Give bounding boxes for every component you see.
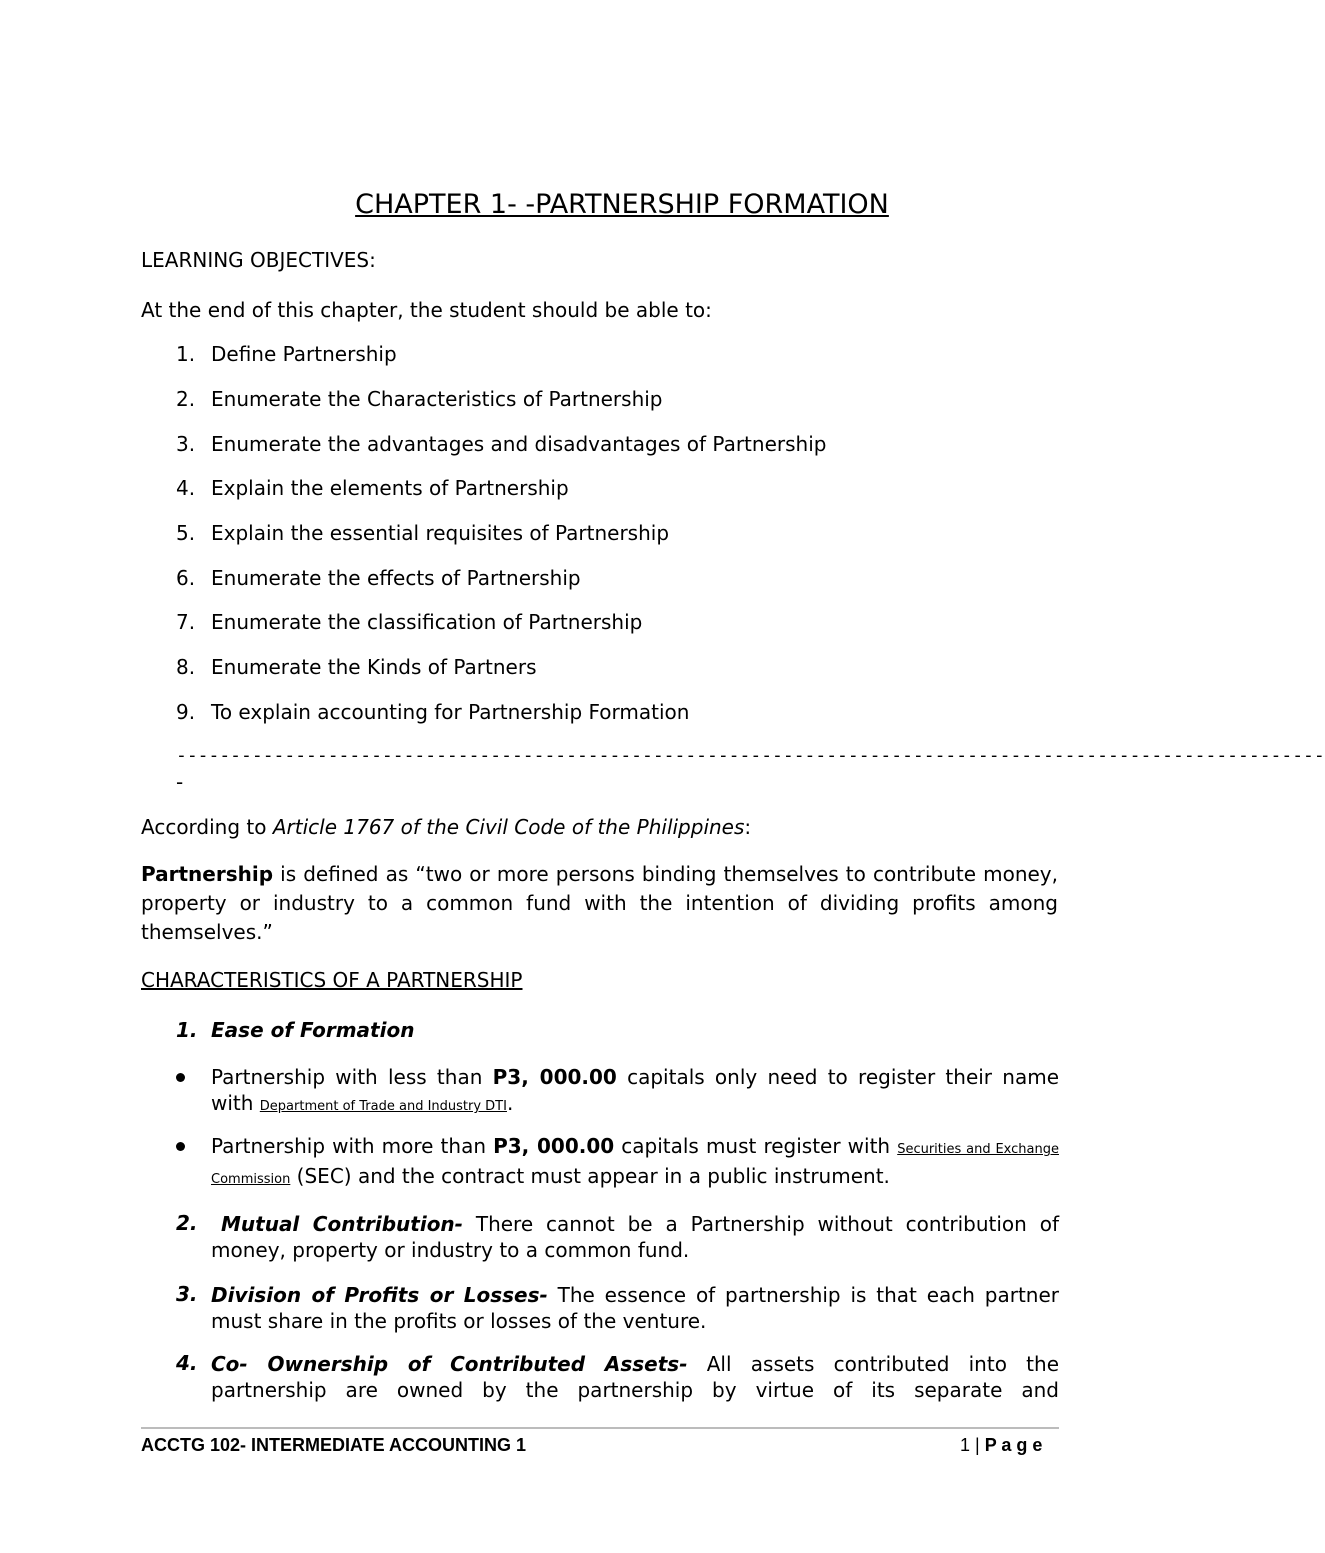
objective-item: Explain the essential requisites of Partnership	[211, 521, 670, 545]
objective-number: 4.	[176, 476, 196, 500]
objective-number: 3.	[176, 432, 196, 456]
objective-item: Define Partnership	[211, 342, 397, 366]
dti-link[interactable]: Department of Trade and Industry DTI	[259, 1099, 507, 1114]
learning-objectives-label: LEARNING OBJECTIVES	[141, 248, 370, 272]
objective-number: 8.	[176, 655, 196, 679]
characteristic-text: All assets contributed into the partnership are owned by the partnership by virtue of its separate and	[211, 1352, 1059, 1402]
characteristic-title: Division of Profits or Losses-	[211, 1283, 548, 1307]
definition-text: is defined as “two or more persons binding themselves to contribute money, property or industry to a common fund with the intention of dividing profits among themselves.”	[141, 862, 1058, 944]
characteristic-number: 3.	[176, 1282, 198, 1306]
capital-amount: P3, 000.00	[492, 1065, 617, 1089]
learning-objectives-colon: :	[369, 248, 376, 272]
article-reference	[141, 815, 751, 839]
objective-number: 2.	[176, 387, 196, 411]
objective-item: To explain accounting for Partnership Formation	[211, 700, 690, 724]
bullet-dti	[211, 1064, 1059, 1120]
definition-term: Partnership	[141, 862, 274, 886]
objective-item: Enumerate the Kinds of Partners	[211, 655, 537, 679]
footer-course: ACCTG 102- INTERMEDIATE ACCOUNTING 1	[141, 1435, 527, 1455]
objective-item: Enumerate the classification of Partnership	[211, 610, 643, 634]
bullet-icon	[176, 1142, 185, 1151]
page-title: CHAPTER 1- -PARTNERSHIP FORMATION	[355, 189, 889, 220]
objective-item: Enumerate the advantages and disadvantages of Partnership	[211, 432, 827, 456]
objectives-intro: At the end of this chapter, the student should be able to:	[141, 298, 712, 322]
page-number: 1	[960, 1435, 971, 1455]
article-suffix: :	[744, 815, 752, 839]
characteristic-division-of-profits	[211, 1282, 1059, 1334]
bullet-text: capitals only need to register their name with	[211, 1065, 1059, 1115]
capital-amount: P3, 000.00	[493, 1134, 615, 1158]
objective-item: Explain the elements of Partnership	[211, 476, 569, 500]
bullet-text: Partnership with less than	[211, 1065, 493, 1089]
page-separator: |	[970, 1435, 985, 1455]
characteristic-number: 4.	[176, 1351, 198, 1375]
separator-tail: -	[176, 770, 184, 794]
bullet-text: .	[506, 1091, 514, 1115]
bullet-icon	[176, 1073, 185, 1082]
objective-number: 1.	[176, 342, 196, 366]
partnership-definition	[141, 860, 1058, 947]
sec-link[interactable]: Securities and Exchange Commission	[211, 1142, 1059, 1187]
objective-item: Enumerate the effects of Partnership	[211, 566, 581, 590]
objective-number: 6.	[176, 566, 196, 590]
bullet-sec	[211, 1133, 1059, 1193]
objective-number: 7.	[176, 610, 196, 634]
characteristic-title: Co- Ownership of Contributed Assets-	[211, 1352, 688, 1376]
characteristic-title: Mutual Contribution-	[221, 1212, 463, 1236]
bullet-text: Partnership with more than	[211, 1134, 494, 1158]
article-citation: Article 1767 of the Civil Code of the Philippines	[272, 815, 745, 839]
characteristics-heading: CHARACTERISTICS OF A PARTNERSHIP	[141, 968, 523, 992]
article-prefix: According to	[141, 815, 273, 839]
characteristic-number: 1.	[176, 1018, 198, 1042]
characteristic-number: 2.	[176, 1211, 198, 1235]
characteristic-text: There cannot be a Partnership without contribution of money, property or industry to a common fund.	[211, 1212, 1059, 1262]
footer-divider	[141, 1427, 1059, 1429]
footer-page	[960, 1435, 1042, 1456]
bullet-text: capitals must register with	[614, 1134, 898, 1158]
characteristic-co-ownership	[211, 1351, 1059, 1403]
objective-number: 5.	[176, 521, 196, 545]
learning-objectives-heading	[141, 248, 376, 272]
objective-number: 9.	[176, 700, 196, 724]
objective-item: Enumerate the Characteristics of Partnership	[211, 387, 663, 411]
bullet-text: (SEC) and the contract must appear in a public instrument.	[290, 1164, 890, 1188]
characteristic-mutual-contribution	[211, 1211, 1059, 1263]
separator-line: ----------------------------------------------------------------------------------------------------------	[176, 745, 1325, 766]
characteristic-text: The essence of partnership is that each partner must share in the profits or losses of the venture.	[211, 1283, 1059, 1333]
characteristic-title: Ease of Formation	[211, 1018, 415, 1042]
page-label: P a g e	[984, 1435, 1043, 1455]
